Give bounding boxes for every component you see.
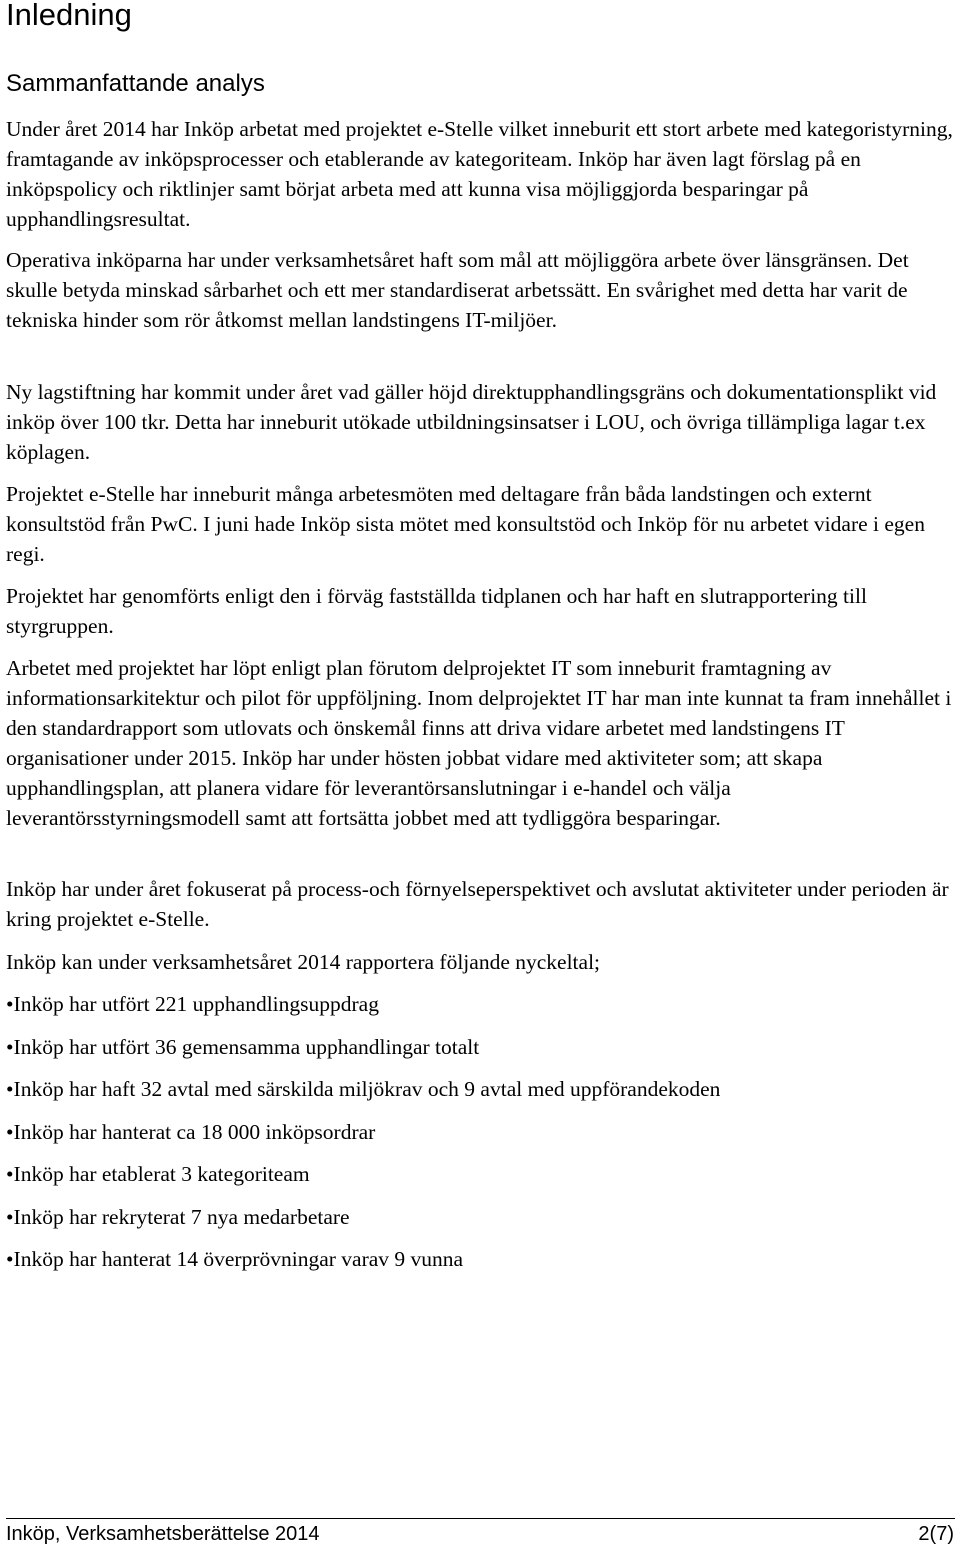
list-item [6,1244,720,1287]
bullet-icon: • [6,1247,14,1271]
bullet-icon: • [6,1077,14,1101]
list-item-text: Inköp har utfört 221 upphandlingsuppdrag [13,992,379,1016]
paragraph-2: Operativa inköparna har under verksamhetsåret haft som mål att möjliggöra arbete över länsgränsen. Det skulle betyda minskad sårbarhet och ett mer standardiserat arbetssätt. En svårighet med detta har varit de tekniska hinder som rör åtkomst mellan landstingens IT-miljöer. [6,248,909,332]
paragraph-8: Inköp kan under verksamhetsåret 2014 rapportera följande nyckeltal; [6,950,601,974]
list-item [6,989,720,1032]
paragraph-5: Projektet har genomförts enligt den i förväg fastställda tidplanen och har haft en slutrapportering till styrgruppen. [6,584,867,638]
list-item-text: Inköp har hanterat ca 18 000 inköpsordrar [13,1119,376,1144]
list-item [6,1074,720,1117]
key-figures-list [6,989,720,1287]
bullet-icon: • [6,1119,14,1144]
list-item [6,1159,720,1202]
paragraph-6: Arbetet med projektet har löpt enligt plan förutom delprojektet IT som inneburit framtagning av informationsarkitektur och pilot för uppföljning. Inom delprojektet IT har man inte kunnat ta fram innehållet i den standardrapport som utlovats och önskemål finns att driva vidare arbetet med landstingens IT organisationer under 2015. Inköp har under hösten jobbat vidare med aktiviteter som; att skapa upphandlingsplan, att planera vidare för leverantörsanslutningar i e-handel och välja leverantörsstyrningsmodell samt att fortsätta jobbet med att tydliggöra besparingar. [6,656,952,830]
list-item [6,1117,720,1160]
section-heading: Sammanfattande analys [6,70,265,97]
paragraph-7: Inköp har under året fokuserat på process-och förnyelseperspektivet och avslutat aktiviteter under perioden är kring projektet e-Stelle. [6,877,949,931]
list-item-text: Inköp har utfört 36 gemensamma upphandlingar totalt [13,1034,480,1059]
bullet-icon: • [6,1204,14,1229]
paragraph-1: Under året 2014 har Inköp arbetat med projektet e-Stelle vilket inneburit ett stort arbete med kategoristyrning, framtagande av inköpsprocesser och etablerande av kategoriteam. Inköp har även lagt förslag på en inköpspolicy och riktlinjer samt börjat arbeta med att kunna visa möjliggjorda besparingar på upphandlingsresultat. [6,117,953,231]
list-item [6,1032,720,1075]
bullet-icon: • [6,1034,14,1059]
footer-page-number: 2(7) [918,1523,954,1545]
footer-document-title: Inköp, Verksamhetsberättelse 2014 [6,1523,320,1545]
list-item-text: Inköp har haft 32 avtal med särskilda miljökrav och 9 avtal med uppförandekoden [13,1077,721,1101]
page-heading: Inledning [6,0,132,32]
list-item-text: Inköp har hanterat 14 överprövningar varav 9 vunna [13,1247,464,1271]
paragraph-3: Ny lagstiftning har kommit under året vad gäller höjd direktupphandlingsgräns och dokumentationsplikt vid inköp över 100 tkr. Detta har inneburit utökade utbildningsinsatser i LOU, och övriga tillämpliga lagar t.ex köplagen. [6,380,937,464]
bullet-icon: • [6,992,14,1016]
paragraph-4: Projektet e-Stelle har inneburit många arbetesmöten med deltagare från båda landstingen och externt konsultstöd från PwC. I juni hade Inköp sista mötet med konsultstöd och Inköp för nu arbetet vidare i egen regi. [6,482,925,566]
bullet-icon: • [6,1162,14,1186]
list-item-text: Inköp har etablerat 3 kategoriteam [13,1162,310,1186]
list-item-text: Inköp har rekryterat 7 nya medarbetare [13,1204,350,1229]
footer-divider [6,1518,955,1519]
list-item [6,1202,720,1245]
